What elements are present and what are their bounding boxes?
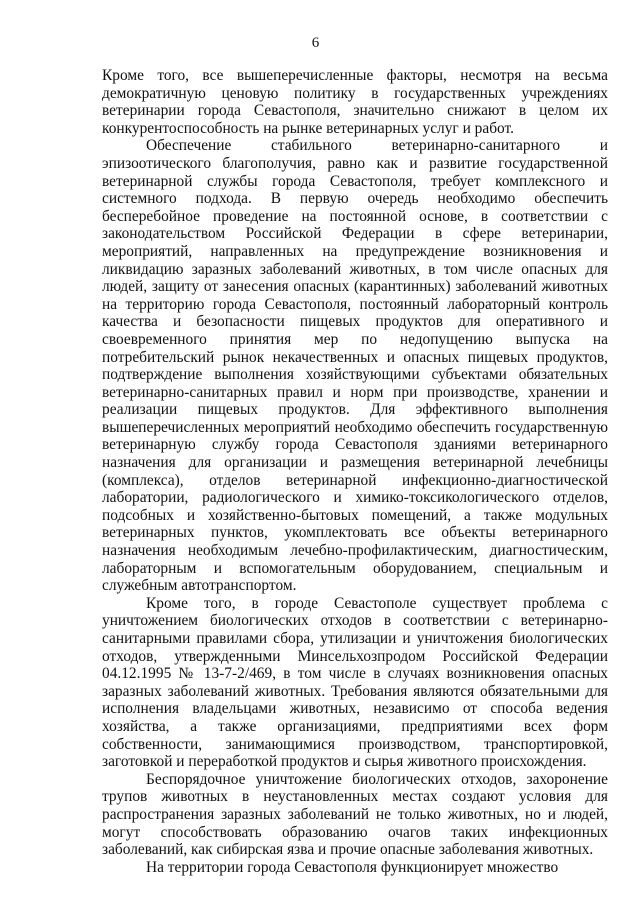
paragraph-sevastopol-territory: На территории города Севастополя функционирует множество: [146, 858, 559, 876]
paragraph-competitiveness: Кроме того, все вышеперечисленные факторы, несмотря на весьма демократичную ценовую политику в государственных учреждениях ветеринарии города Севастополя, значительно снижают в целом их конкурентоспособность на рынке ветеринарных услуг и работ.: [102, 67, 608, 137]
paragraph-biological-waste: Кроме того, в городе Севастополе существует проблема с уничтожением биологических отходов в соответствии с ветеринарно-санитарными правилами сбора, утилизации и уничтожения биологических отходов, утвержденными Минсельхозпродом Российской Федерации 04.12.1995 № 13-7-2/469, в том числе в случаях возникновения опасных заразных заболеваний животных. Требования являются обязательными для исполнения владельцами животных, независимо от способа ведения хозяйства, а также организациями, предприятиями всех форм собственности, занимающимися производством, транспортировкой, заготовкой и переработкой продуктов и сырья животного происхождения.: [102, 594, 608, 771]
paragraph-veterinary-service: Обеспечение стабильного ветеринарно-санитарного и эпизоотического благополучия, равно как и развитие государственной ветеринарной службы города Севастополя, требует комплексного и системного подхода. В первую очередь необходимо обеспечить бесперебойное проведение на постоянной основе, в соответствии с законодательством Российской Федерации в сфере ветеринарии, мероприятий, направленных на предупреждение возникновения и ликвидацию заразных заболеваний животных, в том числе опасных для людей, защиту от занесения опасных (карантинных) заболеваний животных на территорию города Севастополя, постоянный лабораторный контроль качества и безопасности пищевых продуктов для оперативного и своевременного принятия мер по недопущению выпуска на потребительский рынок некачественных и опасных пищевых продуктов, подтверждение выполнения хозяйствующими субъектами обязательных ветеринарно-санитарных правил и норм при производстве, хранении и реализации пищевых продуктов. Для эффективного выполнения вышеперечисленных мероприятий необходимо обеспечить государственную ветеринарную службу города Севастополя зданиями ветеринарного назначения для организации и размещения ветеринарной лечебницы (комплекса), отделов ветеринарной инфекционно-диагностической лаборатории, радиологического и химико-токсикологического отделов, подсобных и хозяйственно-бытовых помещений, а также модульных ветеринарных пунктов, укомплектовать все объекты ветеринарного назначения необходимым лечебно-профилактическим, диагностическим, лабораторным и вспомогательным оборудованием, специальным и служебным автотранспортом.: [102, 137, 608, 595]
document-body: [102, 67, 608, 876]
paragraph-disposal-risks: Беспорядочное уничтожение биологических отходов, захоронение трупов животных в неустановленных местах создают условия для распространения заразных заболеваний не только животных, но и людей, могут способствовать образованию очагов таких инфекционных заболеваний, как сибирская язва и прочие опасные заболевания животных.: [102, 770, 608, 859]
page-number: 6: [311, 35, 320, 51]
